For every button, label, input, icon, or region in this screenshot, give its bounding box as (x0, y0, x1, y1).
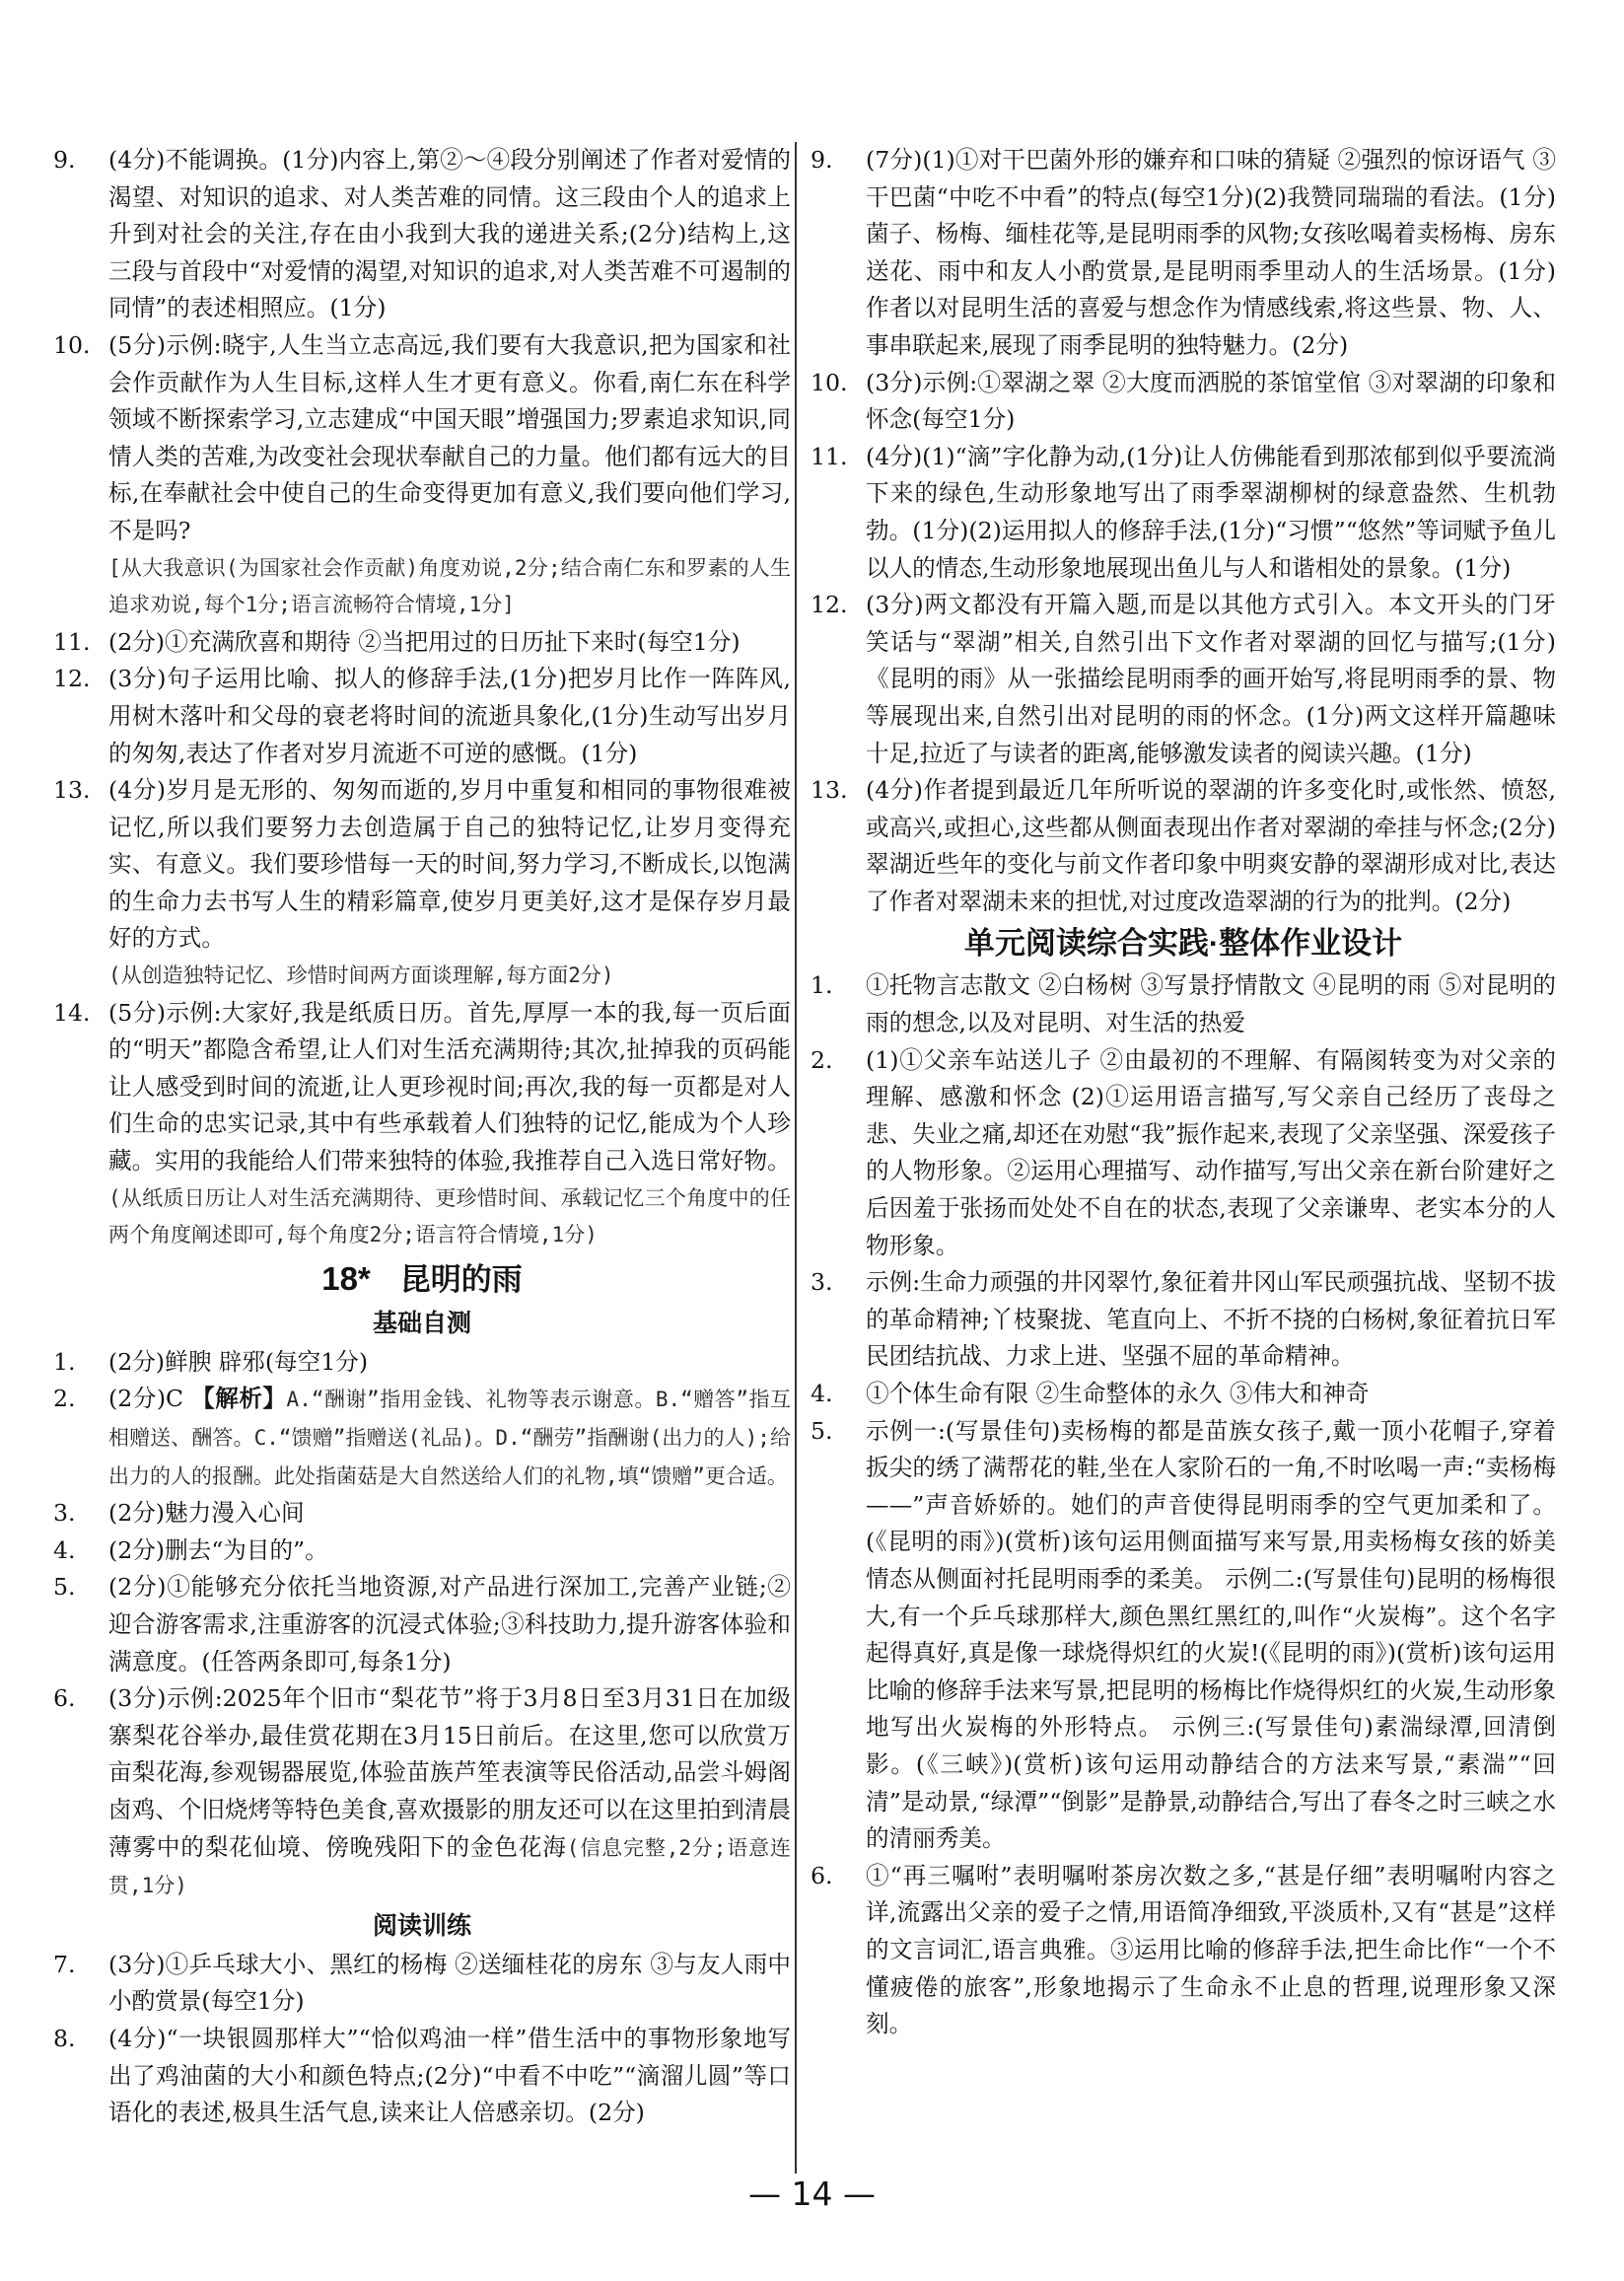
lesson-title: 昆明的雨 (399, 1261, 523, 1297)
answer-item (811, 587, 1556, 772)
lesson-heading (53, 1256, 791, 1303)
item-number: 3. (53, 1499, 76, 1528)
item-number: 11. (53, 627, 91, 656)
item-number: 11. (811, 442, 848, 470)
answer-item (53, 1344, 791, 1382)
item-number: 5. (53, 1573, 76, 1602)
answer-text: (3分)①乒乓球大小、黑红的杨梅 ②送缅桂花的房东 ③与友人雨中小酌赏景(每空1分) (108, 1950, 791, 2016)
item-number: 9. (53, 146, 76, 174)
left-column (53, 142, 791, 2132)
item-number: 3. (811, 1268, 833, 1297)
answer-text: (4分)作者提到最近几年所听说的翠湖的许多变化时,或怅然、愤怒,或高兴,或担心,这些都从侧面表现出作者对翠湖的牵挂与怀念;(2分)翠湖近些年的变化与前文作者印象中明爽安静的翠湖形成对比,表达了作者对翠湖未来的担忧,对过度改造翠湖的行为的批判。(2分) (866, 776, 1556, 915)
answer-item (53, 624, 791, 662)
item-number: 5. (811, 1416, 833, 1445)
answer-item (53, 1495, 791, 1533)
item-number: 1. (811, 971, 833, 1000)
answer-text: (2分)魅力漫入心间 (108, 1499, 305, 1528)
answer-text: (4分)岁月是无形的、匆匆而逝的,岁月中重复和相同的事物很难被记忆,所以我们要努力去创造属于自己的独特记忆,让岁月变得充实、有意义。我们要珍惜每一天的时间,努力学习,不断成长,以饱满的生命力去书写人生的精彩篇章,使岁月更美好,这才是保存岁月最好的方式。 (108, 776, 791, 953)
item-number: 2. (811, 1045, 833, 1074)
answer-text: (2分)①能够充分依托当地资源,对产品进行深加工,完善产业链;②迎合游客需求,注重游客的沉浸式体验;③科技助力,提升游客体验和满意度。(任答两条即可,每条1分) (108, 1573, 791, 1675)
item-number: 6. (811, 1861, 833, 1889)
answer-text: (3分)句子运用比喻、拟人的修辞手法,(1分)把岁月比作一阵阵风,用树木落叶和父母的衰老将时间的流逝具象化,(1分)生动写出岁月的匆匆,表达了作者对岁月流逝不可逆的感慨。(1分) (108, 665, 791, 767)
answer-text: 示例一:(写景佳句)卖杨梅的都是苗族女孩子,戴一顶小花帽子,穿着扳尖的绣了满帮花的鞋,坐在人家阶石的一角,不时吆喝一声:“卖杨梅——”声音娇娇的。她们的声音使得昆明雨季的空气更加柔和了。(《昆明的雨》)(赏析)该句运用侧面描写来写景,用卖杨梅女孩的娇美情态从侧面衬托昆明雨季的柔美。 示例二:(写景佳句)昆明的杨梅很大,有一个乒乓球那样大,颜色黑红黑红的,叫作“火炭梅”。这个名字起得真好,真是像一球烧得炽红的火炭!(《昆明的雨》)(赏析)该句运用比喻的修辞手法来写景,把昆明的杨梅比作烧得炽红的火炭,生动形象地写出火炭梅的外形特点。 示例三:(写景佳句)素湍绿潭,回清倒影。(《三峡》)(赏析)该句运用动静结合的方法来写景,“素湍”“回清”是动景,“绿潭”“倒影”是静景,动静结合,写出了春冬之时三峡之水的清丽秀美。 (866, 1416, 1556, 1853)
answer-text: (2分)①充满欣喜和期待 ②当把用过的日历扯下来时(每空1分) (108, 627, 741, 656)
item-number: 7. (53, 1950, 76, 1978)
item-number: 12. (811, 591, 848, 619)
answer-item (53, 1947, 791, 2021)
answer-item (811, 1042, 1556, 1265)
answer-text: (4分)(1)“滴”字化静为动,(1分)让人仿佛能看到那浓郁到似乎要流淌下来的绿色,生动形象地写出了雨季翠湖柳树的绿意盎然、生机勃勃。(1分)(2)运用拟人的修辞手法,(1分)“习惯”“悠然”等词赋予鱼儿以人的情态,生动形象地展现出鱼儿与人和谐相处的景象。(1分) (866, 442, 1556, 582)
section-heading: 基础自测 (372, 1309, 471, 1337)
answer-text: (3分)示例:2025年个旧市“梨花节”将于3月8日至3月31日在加级寨梨花谷举办,最佳赏花期在3月15日前后。在这里,您可以欣赏万亩梨花海,参观锡器展览,体验苗族芦笙表演等民俗活动,品尝斗姆阁卤鸡、个旧烧烤等特色美食,喜欢摄影的朋友还可以在这里拍到清晨薄雾中的梨花仙境、傍晚残阳下的金色花海 (108, 1684, 791, 1861)
answer-text: 示例:生命力顽强的井冈翠竹,象征着井冈山军民顽强抗战、坚韧不拔的革命精神;丫枝聚拢、笔直向上、不折不挠的白杨树,象征着抗日军民团结抗战、力求上进、坚强不屈的革命精神。 (866, 1268, 1556, 1371)
item-number: 1. (53, 1347, 76, 1376)
answer-item (53, 2021, 791, 2132)
answer-item (53, 142, 791, 327)
item-number: 10. (811, 368, 848, 396)
answer-text: (2分)删去“为目的”。 (108, 1535, 328, 1564)
answer-item (811, 772, 1556, 920)
answer-item (53, 1381, 791, 1495)
item-number: 8. (53, 2024, 76, 2052)
answer-text: (5分)示例:晓宇,人生当立志高远,我们要有大我意识,把为国家和社会作贡献作为人生目标,这样人生才更有意义。你看,南仁东在科学领域不断探索学习,立志建成“中国天眼”增强国力;罗素追求知识,同情人类的苦难,为改变社会现状奉献自己的力量。他们都有远大的目标,在奉献社会中使自己的生命变得更加有意义,我们要向他们学习,不是吗? (108, 330, 791, 544)
item-number: 13. (811, 776, 848, 805)
item-number: 12. (53, 665, 91, 693)
item-number: 10. (53, 330, 91, 359)
answer-text: (4分)“一块银圆那样大”“恰似鸡油一样”借生活中的事物形象地写出了鸡油菌的大小和颜色特点;(2分)“中看不中吃”“滴溜儿圆”等口语化的表述,极具生活气息,读来让人倍感亲切。(2分) (108, 2024, 791, 2127)
answer-text: (4分)不能调换。(1分)内容上,第②～④段分别阐述了作者对爱情的渴望、对知识的追求、对人类苦难的同情。这三段由个人的追求上升到对社会的关注,存在由小我到大我的递进关系;(2分)结构上,这三段与首段中“对爱情的渴望,对知识的追求,对人类苦难不可遏制的同情”的表述相照应。(1分) (108, 146, 791, 322)
answer-item (811, 1376, 1556, 1413)
answer-item (811, 967, 1556, 1041)
answer-item (811, 365, 1556, 439)
answer-item (811, 142, 1556, 365)
answer-text: ①托物言志散文 ②白杨树 ③写景抒情散文 ④昆明的雨 ⑤对昆明的雨的想念,以及对昆明、对生活的热爱 (866, 971, 1556, 1037)
answer-text: (2分)C (108, 1385, 192, 1413)
item-number: 13. (53, 776, 91, 805)
answer-text: ①个体生命有限 ②生命整体的永久 ③伟大和神奇 (866, 1380, 1370, 1407)
answer-item (53, 1533, 791, 1570)
item-number: 4. (811, 1380, 833, 1407)
answer-item (811, 439, 1556, 587)
page-number: — 14 — (748, 2174, 876, 2213)
section-heading: 阅读训练 (372, 1911, 471, 1940)
answer-text: (3分)两文都没有开篇入题,而是以其他方式引入。本文开头的门牙笑话与“翠湖”相关,自然引出下文作者对翠湖的回忆与描写;(1分)《昆明的雨》从一张描绘昆明雨季的画开始写,将昆明雨季的景、物等展现出来,自然引出对昆明的雨的怀念。(1分)两文这样开篇趣味十足,拉近了与读者的距离,能够激发读者的阅读兴趣。(1分) (866, 591, 1556, 767)
answer-text: ①“再三嘱咐”表明嘱咐茶房次数之多,“甚是仔细”表明嘱咐内容之详,流露出父亲的爱子之情,用语简净细致,平淡质朴,又有“甚是”这样的文言词汇,语言典雅。③运用比喻的修辞手法,把生命比作“一个不懂疲倦的旅客”,形象地揭示了生命永不止息的哲理,说理形象又深刻。 (866, 1861, 1556, 2038)
item-number: 6. (53, 1684, 76, 1713)
answer-item (811, 1858, 1556, 2043)
lesson-number: 18* (321, 1259, 371, 1297)
answer-item (53, 1680, 791, 1905)
analysis-note: A.“酬谢”指用金钱、礼物等表示谢意。B.“赠答”指互相赠送、酬答。C.“馈赠”指赠送(礼品)。D.“酬劳”指酬谢(出力的人);给出力的人的报酬。此处指菌菇是大自然送给人们的礼物,填“馈赠”更合适。 (108, 1388, 791, 1488)
answer-item (53, 995, 791, 1254)
item-number: 9. (811, 146, 833, 174)
answer-item (811, 1413, 1556, 1858)
answer-item (53, 661, 791, 772)
right-column (811, 142, 1556, 2043)
grading-note: (信息完整,2分;语意连贯,1分) (108, 1835, 792, 1898)
answer-item (811, 1264, 1556, 1376)
answer-item (53, 1569, 791, 1680)
unit-heading: 单元阅读综合实践·整体作业设计 (963, 926, 1403, 962)
item-number: 14. (53, 998, 91, 1027)
answer-item (53, 772, 791, 995)
analysis-tag: 【解析】 (191, 1387, 287, 1413)
answer-text: (2分)鲜腴 辟邪(每空1分) (108, 1347, 369, 1376)
answer-item (53, 327, 791, 624)
grading-note: (从纸质日历让人对生活充满期待、更珍惜时间、承载记忆三个角度中的任两个角度阐述即可,每个角度2分;语言符合情境,1分) (108, 1185, 791, 1247)
answer-text: (7分)(1)①对干巴菌外形的嫌弃和口味的猜疑 ②强烈的惊讶语气 ③干巴菌“中吃不中看”的特点(每空1分)(2)我赞同瑞瑞的看法。(1分)菌子、杨梅、缅桂花等,是昆明雨季的风物;女孩吆喝着卖杨梅、房东送花、雨中和友人小酌赏景,是昆明雨季里动人的生活场景。(1分)作者以对昆明生活的喜爱与想念作为情感线索,将这些景、物、人、事串联起来,展现了雨季昆明的独特魅力。(2分) (866, 146, 1556, 359)
grading-note: [从大我意识(为国家社会作贡献)角度劝说,2分;结合南仁东和罗素的人生追求劝说,每个1分;语言流畅符合情境,1分] (108, 555, 791, 617)
item-number: 4. (53, 1535, 76, 1564)
column-divider (795, 142, 797, 2174)
answer-text: (3分)示例:①翠湖之翠 ②大度而洒脱的茶馆堂倌 ③对翠湖的印象和怀念(每空1分) (866, 368, 1556, 434)
answer-text: (1)①父亲车站送儿子 ②由最初的不理解、有隔阂转变为对父亲的理解、感激和怀念 (2)①运用语言描写,写父亲自己经历了丧母之悲、失业之痛,却还在劝慰“我”振作起来,表现了父亲坚强、深爱孩子的人物形象。②运用心理描写、动作描写,写出父亲在新台阶建好之后因羞于张扬而处处不自在的状态,表现了父亲谦卑、老实本分的人物形象。 (866, 1045, 1556, 1259)
item-number: 2. (53, 1385, 76, 1413)
grading-note: (从创造独特记忆、珍惜时间两方面谈理解,每方面2分) (108, 963, 614, 988)
answer-text: (5分)示例:大家好,我是纸质日历。首先,厚厚一本的我,每一页后面的“明天”都隐含希望,让人们对生活充满期待;其次,扯掉我的页码能让人感受到时间的流逝,让人更珍视时间;再次,我的每一页都是对人们生命的忠实记录,其中有些承载着人们独特的记忆,能成为个人珍藏。实用的我能给人们带来独特的体验,我推荐自己入选日常好物。 (108, 998, 791, 1176)
